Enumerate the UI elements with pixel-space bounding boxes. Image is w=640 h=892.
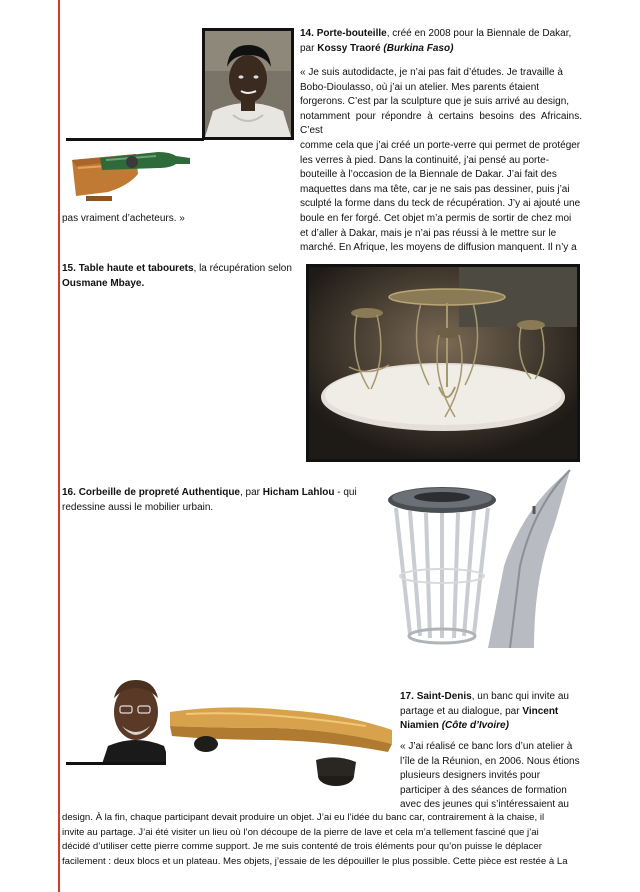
bench-photo <box>166 700 396 796</box>
section-17-intro-1: , un banc qui invite au <box>471 691 569 702</box>
table-stools-image <box>309 267 577 459</box>
quote-line: plusieurs designers invités pour <box>400 770 541 782</box>
section-15-number: 15. <box>62 263 76 274</box>
section-14-intro: , créé en 2008 pour la Biennale de Dakar, <box>386 28 572 39</box>
trash-bin-image <box>384 466 580 656</box>
bench-image <box>166 700 396 796</box>
section-14-quote <box>300 66 582 256</box>
quote-line: invite au partage. J’ai été visiter un lieu où l’on découpe de la pierre de lave et cela m’a tellement fasciné que j’ai <box>62 826 539 838</box>
quote-line: « Je suis autodidacte, je n’ai pas fait d’études. Je travaille à <box>300 67 563 78</box>
quote-line: bouteille à l’occasion de la Biennale de Dakar. J’ai fait des <box>300 169 557 181</box>
trash-bin-photo <box>384 466 580 656</box>
bottle-holder-image <box>66 146 196 204</box>
quote-line: « J’ai réalisé ce banc lors d’un atelier à <box>400 741 573 752</box>
section-17-number: 17. <box>400 691 414 702</box>
quote-line: notamment pour répondre à certains besoins des Africains. C’est <box>300 110 582 137</box>
section-17-header <box>400 690 580 734</box>
section-17-title: Saint-Denis <box>416 691 472 702</box>
quote-line: participer à des séances de formation <box>400 784 567 796</box>
quote-line: Bobo-Dioulasso, où j’ai un atelier. Mes parents étaient <box>300 81 540 93</box>
portrait-kossy-image <box>205 31 291 137</box>
quote-line: avec des jeunes qui s’intéressaient au <box>400 799 569 811</box>
quote-line: sculpté la forme dans du teck de récupération. J’y ai ajouté une <box>300 198 581 210</box>
quote-line: les verres à pied. Dans la continuité, j’ai pensé au porte- <box>300 154 550 166</box>
section-16-caption <box>62 486 392 515</box>
section-16-rest: - qui <box>334 487 357 498</box>
section-15-caption <box>62 262 312 291</box>
quote-end-line: pas vraiment d’acheteurs. » <box>62 213 185 224</box>
section-17-author-first: Vincent <box>522 705 559 717</box>
section-14-quote-end <box>62 212 362 227</box>
section-17-intro-2: partage et au dialogue, par <box>400 705 520 717</box>
quote-line: et d’aller à Dakar, mais je n’ai pas réussi à le mettre sur le <box>300 227 557 239</box>
section-14-country: (Burkina Faso) <box>383 42 454 54</box>
margin-line <box>58 0 60 892</box>
section-15-intro: , la récupération selon <box>193 263 292 274</box>
section-17-quote-wide <box>62 811 586 869</box>
section-16-intro: , par <box>240 487 261 498</box>
section-16-title: Corbeille de propreté Authentique <box>78 487 240 498</box>
table-stools-photo <box>306 264 580 462</box>
portrait-kossy-traore <box>202 28 294 140</box>
section-14-number: 14. <box>300 28 314 39</box>
quote-line: forgerons. C’est par la sculpture que je suis arrivé au design, <box>300 96 570 108</box>
portrait-vincent-image <box>100 672 172 764</box>
photo-underline-17 <box>66 762 180 765</box>
section-16-author: Hicham Lahlou <box>262 487 335 498</box>
quote-line: comme cela que j’ai créé un porte-verre qui permet de protéger <box>300 139 581 151</box>
quote-line: l’île de la Réunion, en 2006. Nous étions <box>400 755 580 767</box>
portrait-vincent-niamien <box>100 672 172 764</box>
section-17-country: (Côte d’Ivoire) <box>441 720 509 732</box>
quote-line: décidé d’utiliser cette pierre comme support. Je me suis contenté de trois éléments pour qu’on puisse le déplacer <box>62 841 542 853</box>
quote-line: design. À la fin, chaque participant devait produire un objet. J’ai eu l’idée du banc car, contrairement à la chaise, il <box>62 812 545 823</box>
section-16-line2: redessine aussi le mobilier urbain. <box>62 501 214 513</box>
quote-line: boule en fer forgé. Cet objet m’a permis de sortir de chez moi <box>300 212 572 224</box>
quote-line: marché. En Afrique, les moyens de diffusion manquent. Il n’y a <box>300 242 577 254</box>
section-14-by: par <box>300 42 315 54</box>
section-17-author-last: Niamien <box>400 720 439 732</box>
photo-underline <box>66 138 204 141</box>
section-16-number: 16. <box>62 487 76 498</box>
section-14-header <box>300 27 582 56</box>
section-15-title: Table haute et tabourets <box>78 263 194 274</box>
bottle-holder-photo <box>66 146 196 204</box>
section-14-title: Porte-bouteille <box>316 28 387 39</box>
section-17-quote-narrow <box>400 740 580 813</box>
section-15-author: Ousmane Mbaye. <box>62 277 145 289</box>
section-14-author: Kossy Traoré <box>317 42 381 54</box>
quote-line: maquettes dans ma tête, car je ne sais pas dessiner, puis j’ai <box>300 183 570 195</box>
quote-line: facilement : deux blocs et un plateau. Mes objets, j’essaie de les dépouiller le plus possible. Cette pièce est restée à La <box>62 855 568 867</box>
